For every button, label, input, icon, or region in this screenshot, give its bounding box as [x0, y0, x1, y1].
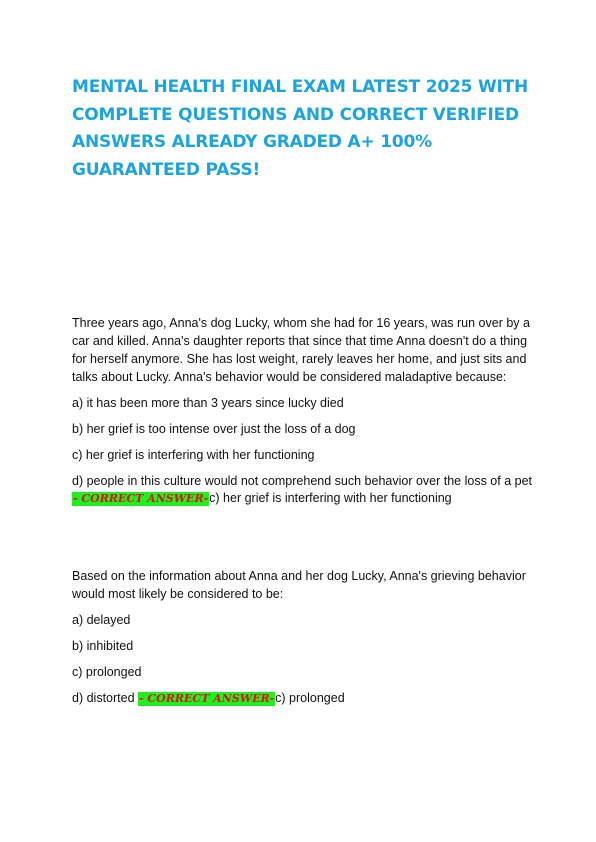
question-2-option-d: d) distorted	[72, 691, 135, 705]
question-1-option-a: a) it has been more than 3 years since lucky died	[72, 396, 344, 410]
question-1-option-c: c) her grief is interfering with her functioning	[72, 448, 315, 462]
question-2-answer: c) prolonged	[275, 691, 345, 705]
question-2-option-c: c) prolonged	[72, 665, 142, 679]
document-title: MENTAL HEALTH FINAL EXAM LATEST 2025 WITH COMPLETE QUESTIONS AND CORRECT VERIFIED ANSWERS ALREADY GRADED A+ 100% GUARANTEED PASS!	[72, 77, 529, 180]
question-2-stem: Based on the information about Anna and her dog Lucky, Anna's grieving behavior would most likely be considered to be:	[72, 569, 526, 601]
question-1-option-b: b) her grief is too intense over just the loss of a dog	[72, 422, 356, 436]
question-2	[72, 567, 532, 716]
question-1-answer: c) her grief is interfering with her functioning	[209, 491, 452, 505]
correct-answer-badge: - CORRECT ANSWER-	[139, 692, 275, 705]
question-1-stem: Three years ago, Anna's dog Lucky, whom she had for 16 years, was run over by a car and killed. Anna's daughter reports that since that time Anna doesn't do a thing for herself anymore. She has lost weight, rarely leaves her home, and just sits and talks about Lucky. Anna's behavior would be considered maladaptive because:	[72, 316, 530, 384]
correct-answer-badge: - CORRECT ANSWER-	[73, 492, 209, 505]
question-1-option-d: d) people in this culture would not comprehend such behavior over the loss of a pet	[72, 474, 532, 488]
question-2-option-d-with-answer	[72, 690, 532, 707]
question-2-option-b: b) inhibited	[72, 639, 134, 653]
question-2-option-a: a) delayed	[72, 613, 131, 627]
question-1	[72, 314, 532, 516]
question-1-option-d-with-answer	[72, 473, 532, 507]
